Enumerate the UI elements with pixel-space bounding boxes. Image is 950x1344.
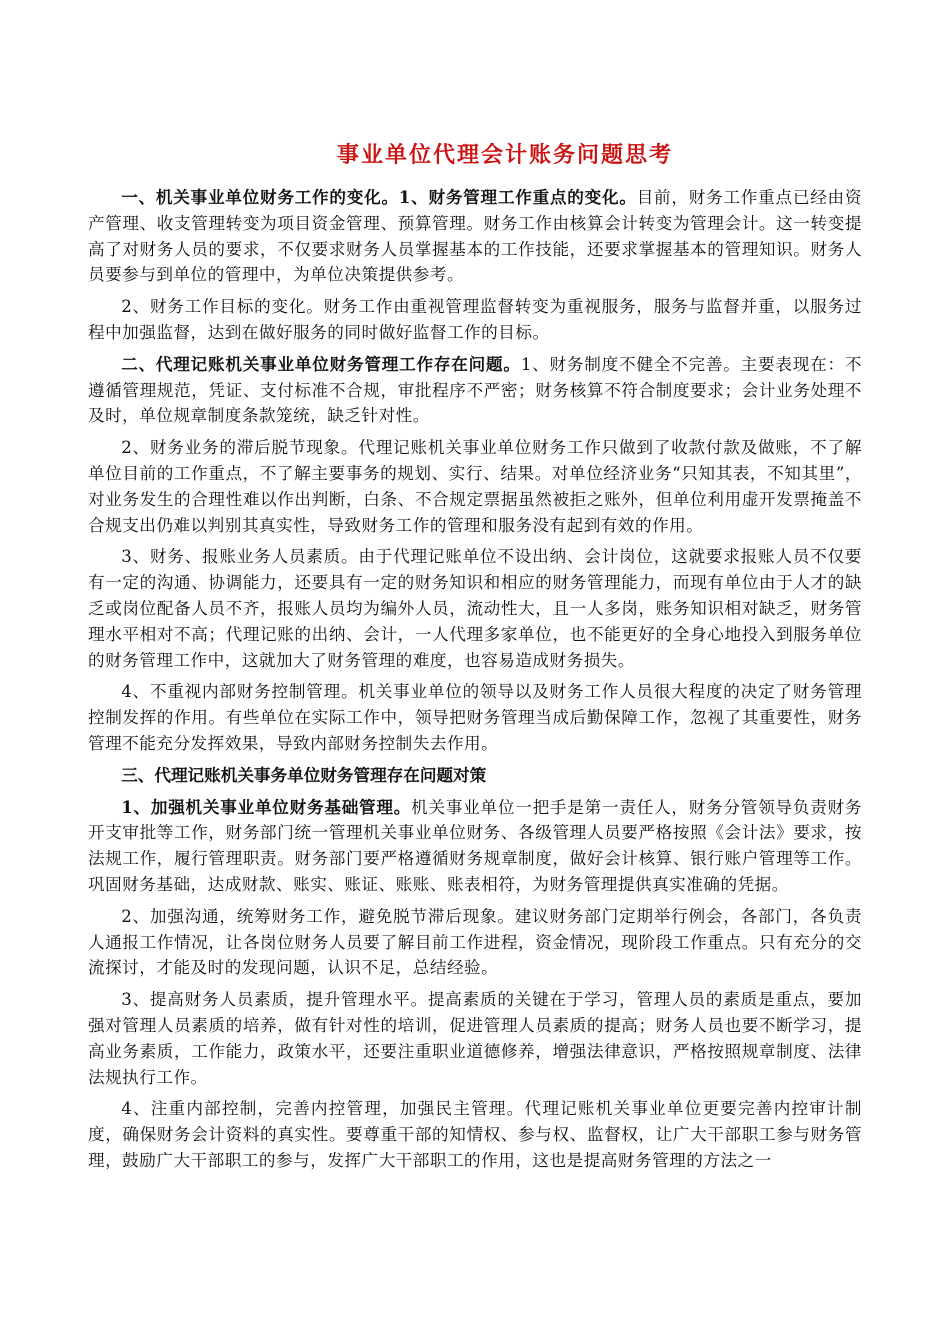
- paragraph-text: 2、财务业务的滞后脱节现象。代理记账机关事业单位财务工作只做到了收款付款及做账，不了解单位目前的工作重点，不了解主要事务的规划、实行、结果。对单位经济业务“只知其表，不知其里”，对业务发生的合理性难以作出判断，白条、不合规定票据虽然被拒之账外，但单位利用虚开发票掩盖不合规支出仍难以判别其真实性，导致财务工作的管理和服务没有起到有效的作用。: [88, 438, 862, 535]
- paragraph-8: [88, 904, 862, 981]
- paragraph-1: [88, 185, 862, 288]
- document-title: 事业单位代理会计账务问题思考: [336, 142, 673, 168]
- paragraph-text: 机关事业单位一把手是第一责任人，财务分管领导负责财务开支审批等工作，财务部门统一管理机关事业单位财务、各级管理人员要严格按照《会计法》要求，按法规工作，履行管理职责。财务部门要严格遵循财务规章制度，做好会计核算、银行账户管理等工作。巩固财务基础，达成财款、账实、账证、账账、账表相符，为财务管理提供真实准确的凭据。: [88, 797, 863, 894]
- paragraph-lead: 1、加强机关事业单位财务基础管理。: [121, 796, 412, 817]
- paragraph-7: [88, 795, 862, 898]
- section-heading-3: 三、代理记账机关事务单位财务管理存在问题对策: [121, 764, 487, 785]
- paragraph-3: [88, 352, 862, 429]
- paragraph-text: 4、注重内部控制，完善内控管理，加强民主管理。代理记账机关事业单位更要完善内控审计制度，确保财务会计资料的真实性。要尊重干部的知情权、参与权、监督权，让广大干部职工参与财务管理，鼓励广大干部职工的参与，发挥广大干部职工的作用，这也是提高财务管理的方法之一: [88, 1099, 862, 1170]
- paragraph-text: 目前，财务工作重点已经由资产管理、收支管理转变为项目资金管理、预算管理。财务工作由核算会计转变为管理会计。这一转变提高了对财务人员的要求，不仅要求财务人员掌握基本的工作技能，还要求掌握基本的管理知识。财务人员要参与到单位的管理中，为单位决策提供参考。: [88, 188, 862, 285]
- paragraph-text: 4、不重视内部财务控制管理。机关事业单位的领导以及财务工作人员很大程度的决定了财务管理控制发挥的作用。有些单位在实际工作中，领导把财务管理当成后勤保障工作，忽视了其重要性，财务管理不能充分发挥效果，导致内部财务控制失去作用。: [88, 682, 862, 753]
- paragraph-2: [88, 294, 862, 346]
- paragraph-text: 3、财务、报账业务人员素质。由于代理记账单位不设出纳、会计岗位，这就要求报账人员不仅要有一定的沟通、协调能力，还要具有一定的财务知识和相应的财务管理能力，而现有单位由于人才的缺乏或岗位配备人员不齐，报账人员均为编外人员，流动性大，且一人多岗，账务知识相对缺乏，财务管理水平相对不高；代理记账的出纳、会计，一人代理多家单位，也不能更好的全身心地投入到服务单位的财务管理工作中，这就加大了财务管理的难度，也容易造成财务损失。: [88, 547, 862, 670]
- paragraph-5: [88, 544, 862, 673]
- paragraph-text: 3、提高财务人员素质，提升管理水平。提高素质的关键在于学习，管理人员的素质是重点，要加强对管理人员素质的培养，做有针对性的培训，促进管理人员素质的提高；财务人员也要不断学习，提高业务素质，工作能力，政策水平，还要注重职业道德修养，增强法律意识，严格按照规章制度、法律法规执行工作。: [88, 990, 862, 1087]
- paragraph-text: 2、财务工作目标的变化。财务工作由重视管理监督转变为重视服务，服务与监督并重，以服务过程中加强监督，达到在做好服务的同时做好监督工作的目标。: [88, 297, 862, 342]
- paragraph-lead: 二、代理记账机关事业单位财务管理工作存在问题。: [121, 353, 521, 374]
- paragraph-6: [88, 679, 862, 756]
- paragraph-10: [88, 1096, 862, 1173]
- paragraph-text: 2、加强沟通，统筹财务工作，避免脱节滞后现象。建议财务部门定期举行例会，各部门，各负责人通报工作情况，让各岗位财务人员要了解目前工作进程，资金情况，现阶段工作重点。只有充分的交流探讨，才能及时的发现问题，认识不足，总结经验。: [88, 906, 862, 978]
- paragraph-lead: 一、机关事业单位财务工作的变化。1、财务管理工作重点的变化。: [121, 187, 637, 207]
- paragraph-9: [88, 987, 862, 1090]
- paragraph-4: [88, 435, 862, 538]
- paragraph-text: 1、财务制度不健全不完善。主要表现在：不遵循管理规范，凭证、支付标准不合规，审批程序不严密；财务核算不符合制度要求；会计业务处理不及时，单位规章制度条款笼统，缺乏针对性。: [88, 354, 862, 426]
